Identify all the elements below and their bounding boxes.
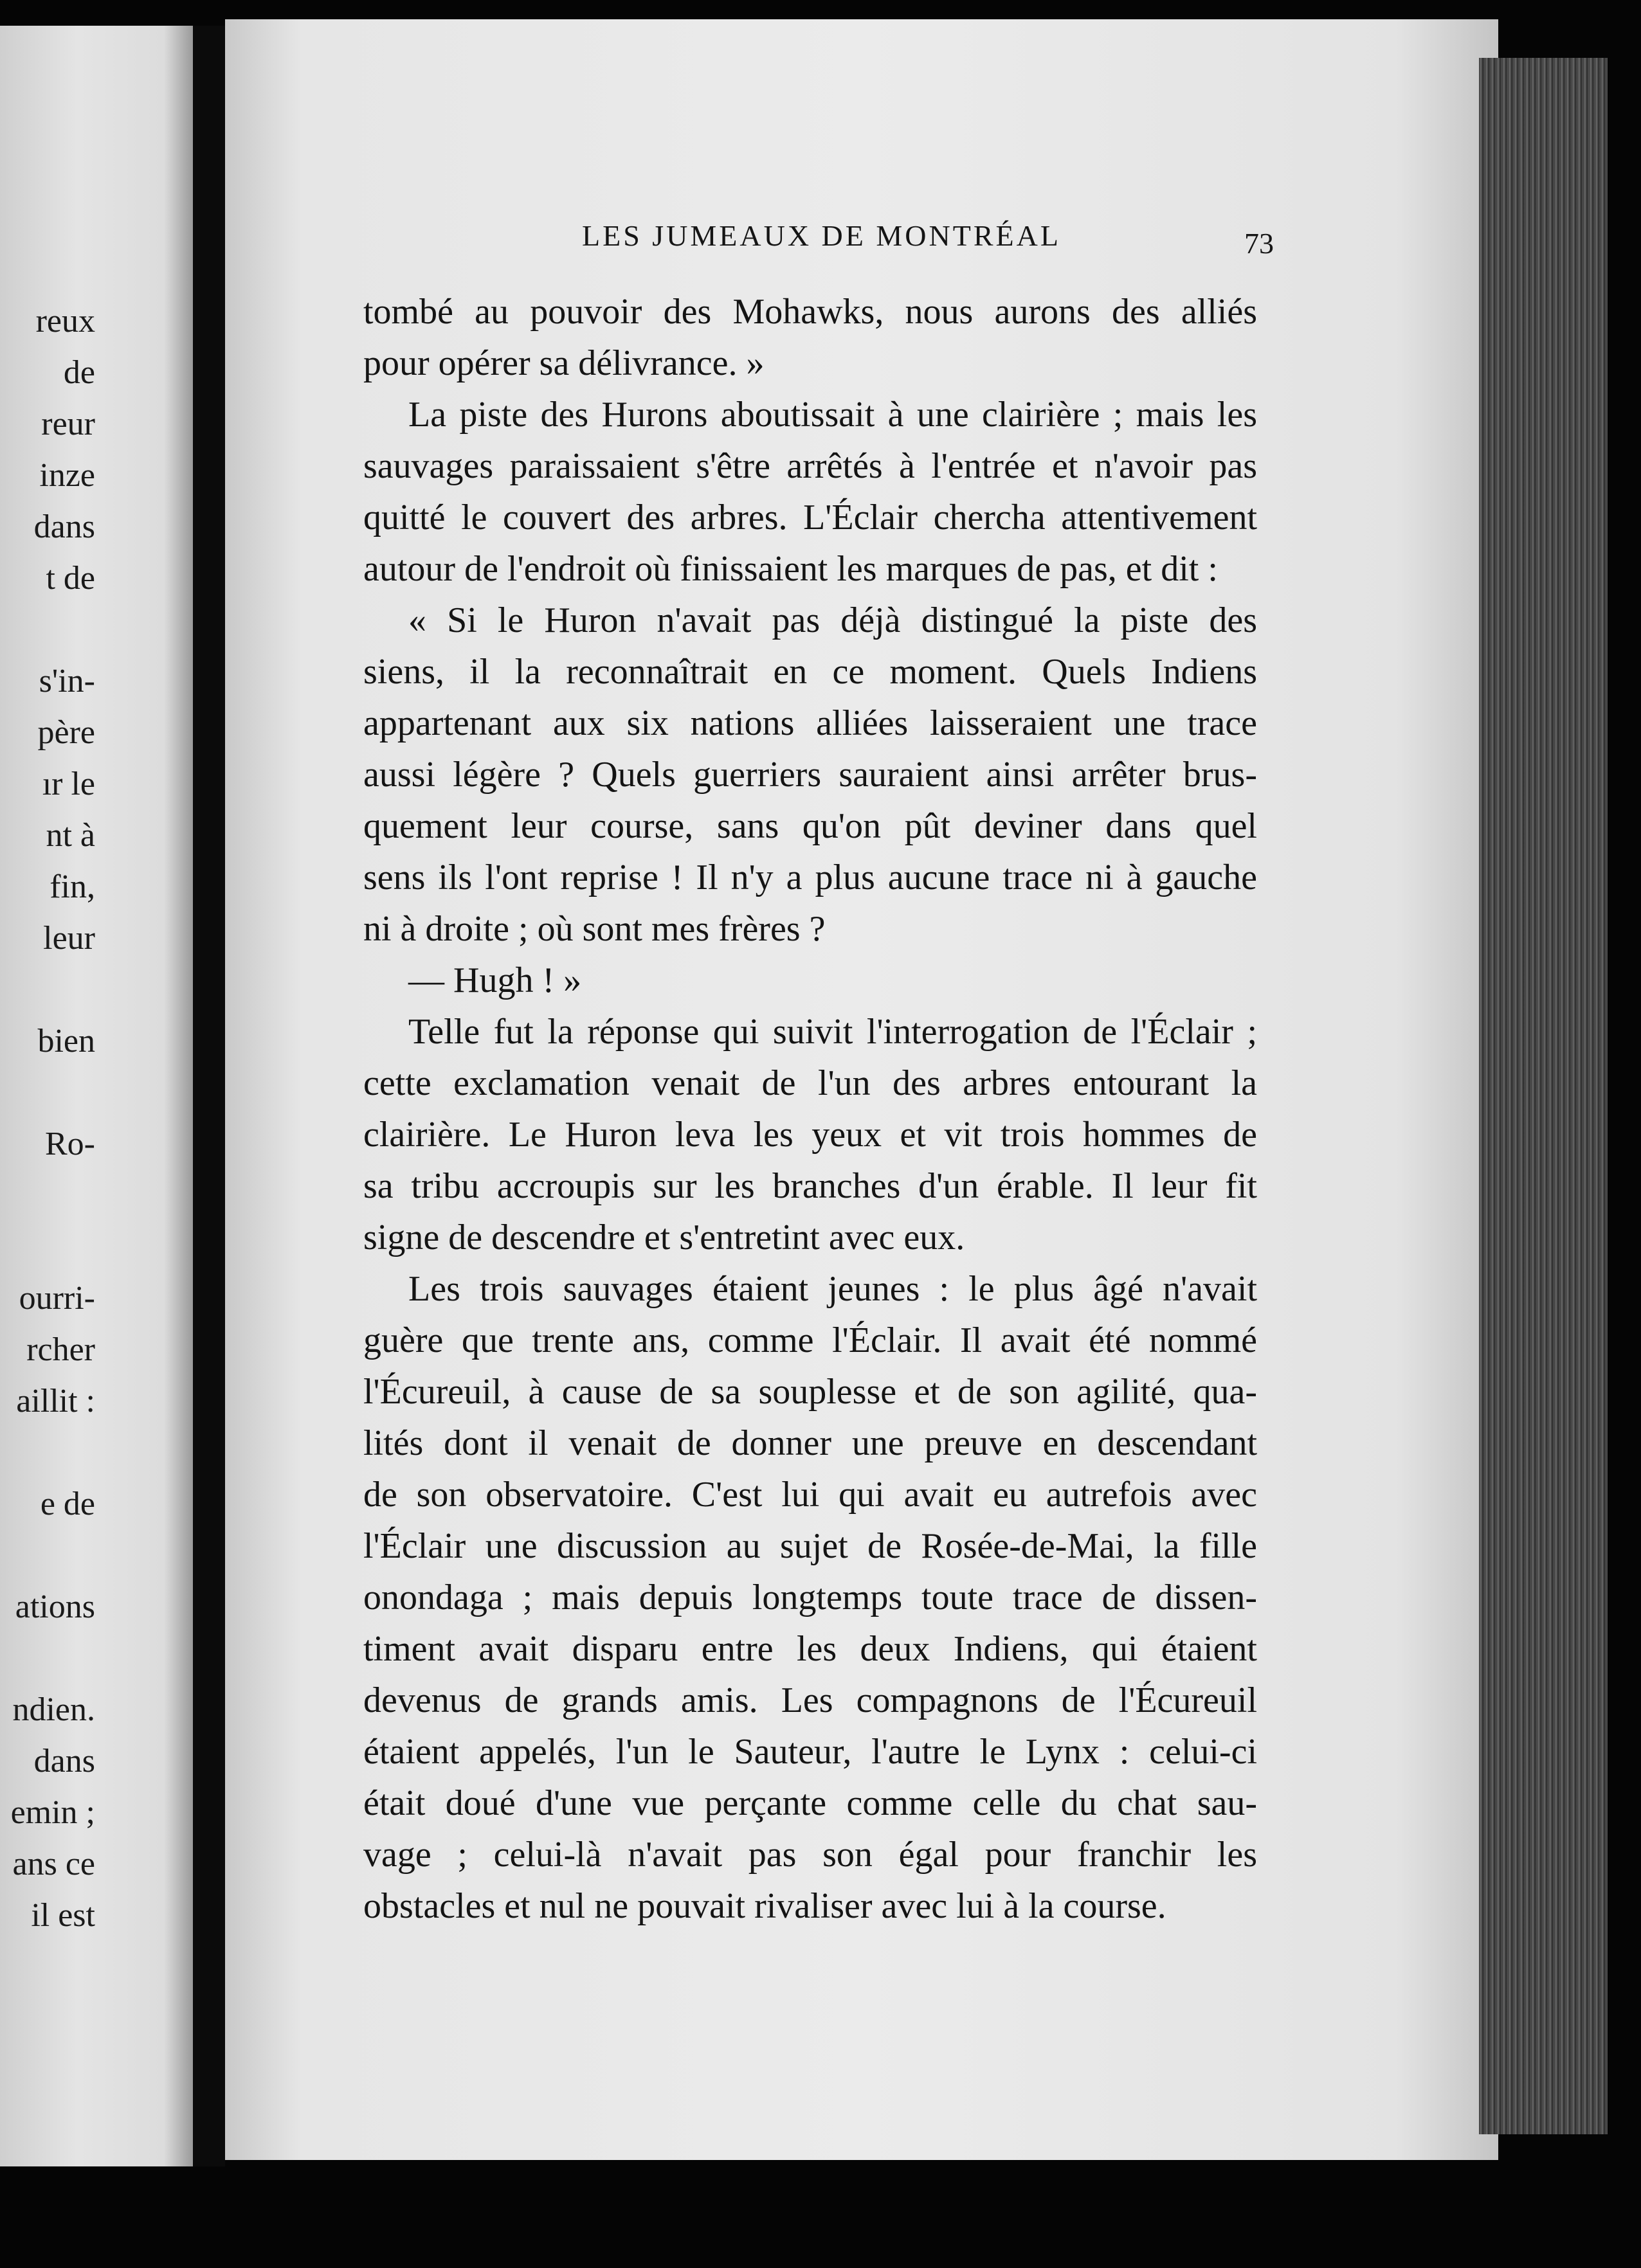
left-page-fragment-line: fin, <box>50 869 95 905</box>
text-line: Telle fut la réponse qui suivit l'interrogation de l'Éclair ; <box>408 1012 1257 1052</box>
left-page-fragment-line: père <box>37 714 95 751</box>
left-page-fragment-line: t de <box>46 560 95 597</box>
left-page-fragment-line: s'in- <box>39 663 95 699</box>
left-page-fragment-line: inze <box>39 457 95 494</box>
text-line: onondaga ; mais depuis longtemps toute trace de dissen- <box>363 1578 1257 1617</box>
left-page-fragment-line: e de <box>40 1486 95 1522</box>
text-line: pour opérer sa délivrance. » <box>363 343 765 383</box>
body-text <box>363 286 1257 1932</box>
text-line: l'Écureuil, à cause de sa souplesse et de son agilité, qua- <box>363 1372 1257 1412</box>
left-page-fragment-line: bien <box>37 1023 95 1059</box>
text-line: aussi légère ? Quels guerriers sauraient ainsi arrêter brus- <box>363 755 1257 795</box>
left-page-fragment-line: dans <box>33 1743 95 1779</box>
text-line: obstacles et nul ne pouvait rivaliser avec lui à la course. <box>363 1886 1166 1926</box>
text-line: siens, il la reconnaîtrait en ce moment. Quels Indiens <box>363 652 1257 692</box>
text-line: sens ils l'ont reprise ! Il n'y a plus aucune trace ni à gauche <box>363 858 1257 897</box>
left-page-fragment-line: nt à <box>46 817 95 854</box>
text-line: lités dont il venait de donner une preuve en descendant <box>363 1423 1257 1463</box>
text-line: sa tribu accroupis sur les branches d'un érable. Il leur fit <box>363 1166 1257 1206</box>
page-number: 73 <box>1244 227 1274 260</box>
left-page-fragment-line: emin ; <box>10 1794 95 1831</box>
text-line: appartenant aux six nations alliées laisseraient une trace <box>363 703 1257 743</box>
text-line: ni à droite ; où sont mes frères ? <box>363 909 826 949</box>
text-line: Les trois sauvages étaient jeunes : le plus âgé n'avait <box>408 1269 1257 1309</box>
left-page-fragment-line: reux <box>35 303 95 339</box>
left-page-fragment-line: ır le <box>42 766 95 802</box>
left-page-fragment-line: leur <box>43 920 95 957</box>
text-line: étaient appelés, l'un le Sauteur, l'autre le Lynx : celui-ci <box>363 1732 1257 1772</box>
text-line: guère que trente ans, comme l'Éclair. Il avait été nommé <box>363 1320 1257 1360</box>
text-line: sauvages paraissaient s'être arrêtés à l'entrée et n'avoir pas <box>363 446 1257 486</box>
left-page-fragment-line: Ro- <box>45 1126 95 1162</box>
text-line: « Si le Huron n'avait pas déjà distingué la piste des <box>408 600 1257 640</box>
text-line: autour de l'endroit où finissaient les marques de pas, et dit : <box>363 549 1218 589</box>
left-page-fragment-line: dans <box>33 509 95 545</box>
left-page-fragment-line: rcher <box>26 1331 95 1368</box>
text-line: quement leur course, sans qu'on pût deviner dans quel <box>363 806 1257 846</box>
left-page-fragment-line: ans ce <box>12 1846 95 1882</box>
book-gutter <box>193 26 225 2166</box>
text-line: signe de descendre et s'entretint avec eux. <box>363 1218 965 1257</box>
text-line: l'Éclair une discussion au sujet de Rosée-de-Mai, la fille <box>363 1526 1257 1566</box>
text-line: La piste des Hurons aboutissait à une clairière ; mais les <box>408 395 1257 435</box>
left-page-fragment-line: ourri- <box>19 1280 95 1317</box>
left-page-fragment-line: ndien. <box>12 1691 95 1728</box>
text-line: — Hugh ! » <box>408 960 582 1000</box>
left-page-fragment-line: ations <box>15 1589 95 1625</box>
left-page-fragment-line: reur <box>41 406 95 442</box>
left-page-fragment-line: de <box>63 354 95 391</box>
text-line: cette exclamation venait de l'un des arbres entourant la <box>363 1063 1257 1103</box>
running-head: LES JUMEAUX DE MONTRÉAL <box>582 219 1061 252</box>
text-line: devenus de grands amis. Les compagnons de l'Écureuil <box>363 1680 1257 1720</box>
left-page-fragment <box>0 26 193 2166</box>
text-line: était doué d'une vue perçante comme celle du chat sau- <box>363 1783 1257 1823</box>
text-line: quitté le couvert des arbres. L'Éclair chercha attentivement <box>363 498 1257 537</box>
left-page-fragment-line: aillit : <box>16 1383 95 1419</box>
text-line: tombé au pouvoir des Mohawks, nous aurons des alliés <box>363 292 1257 332</box>
text-line: clairière. Le Huron leva les yeux et vit trois hommes de <box>363 1115 1257 1155</box>
text-line: vage ; celui-là n'avait pas son égal pour franchir les <box>363 1835 1257 1875</box>
left-page-fragment-line: il est <box>31 1897 95 1934</box>
page-edges <box>1479 58 1608 2134</box>
text-line: timent avait disparu entre les deux Indiens, qui étaient <box>363 1629 1257 1669</box>
text-line: de son observatoire. C'est lui qui avait eu autrefois avec <box>363 1475 1257 1515</box>
